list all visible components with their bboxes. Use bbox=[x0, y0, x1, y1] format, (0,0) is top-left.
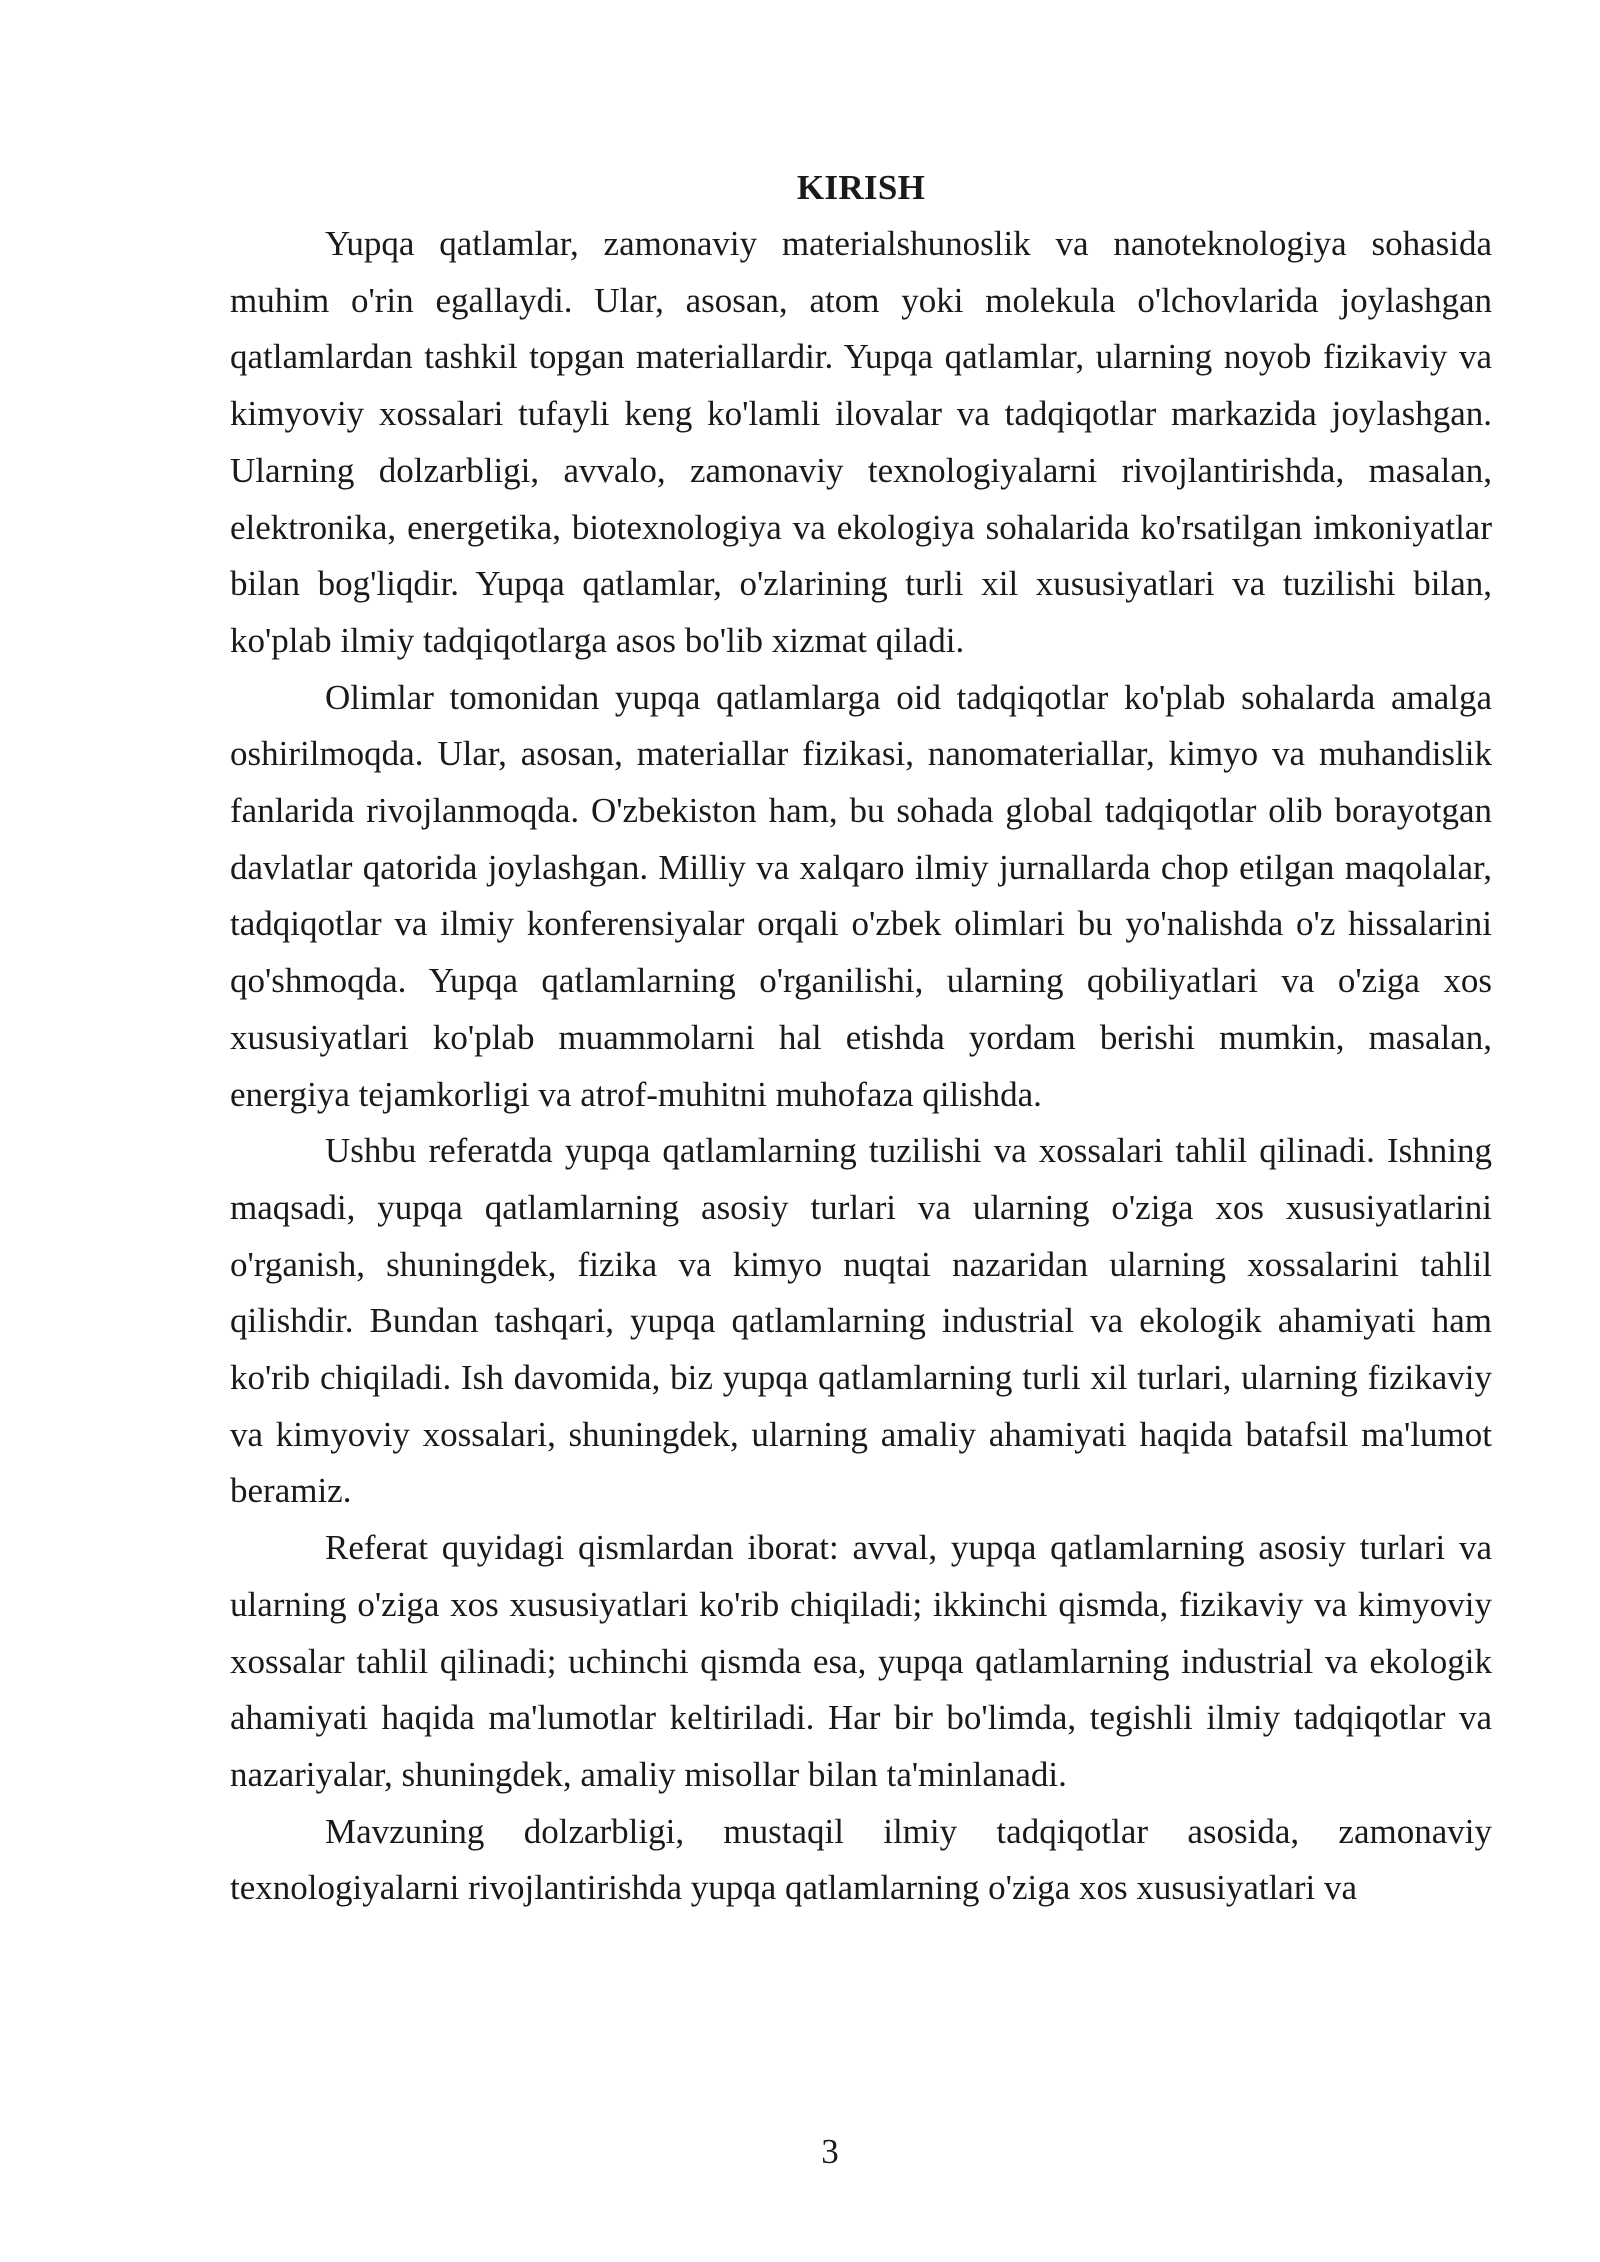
paragraph: Mavzuning dolzarbligi, mustaqil ilmiy tadqiqotlar asosida, zamonaviy texnologiyalarni rivojlantirishda yupqa qatlamlarning o'ziga xos xususiyatlari va bbox=[230, 1811, 1492, 1908]
paragraph: Referat quyidagi qismlardan iborat: avval, yupqa qatlamlarning asosiy turlari va ularning o'ziga xos xususiyatlari ko'rib chiqiladi; ikkinchi qismda, fizikaviy va kimyoviy xossalar tahlil qilinadi; uchinchi qismda esa, yupqa qatlamlarning industrial va ekologik ahamiyati haqida ma'lumotlar keltiriladi. Har bir bo'limda, tegishli ilmiy tadqiqotlar va nazariyalar, shuningdek, amaliy misollar bilan ta'minlanadi. bbox=[230, 1528, 1492, 1794]
paragraph: Yupqa qatlamlar, zamonaviy materialshunoslik va nanoteknologiya sohasida muhim o'rin egallaydi. Ular, asosan, atom yoki molekula o'lchovlarida joylashgan qatlamlardan tashkil topgan materiallardir. Yupqa qatlamlar, ularning noyob fizikaviy va kimyoviy xossalari tufayli keng ko'lamli ilovalar va tadqiqotlar markazida joylashgan. Ularning dolzarbligi, avvalo, zamonaviy texnologiyalarni rivojlantirishda, masalan, elektronika, energetika, biotexnologiya va ekologiya sohalarida ko'rsatilgan imkoniyatlar bilan bog'liqdir. Yupqa qatlamlar, o'zlarining turli xil xususiyatlari va tuzilishi bilan, ko'plab ilmiy tadqiqotlarga asos bo'lib xizmat qiladi. bbox=[230, 224, 1492, 660]
page-number: 3 bbox=[821, 2132, 839, 2171]
paragraph: Ushbu referatda yupqa qatlamlarning tuzilishi va xossalari tahlil qilinadi. Ishning maqsadi, yupqa qatlamlarning asosiy turlari va ularning o'ziga xos xususiyatlarini o'rganish, shuningdek, fizika va kimyo nuqtai nazaridan ularning xossalarini tahlil qilishdir. Bundan tashqari, yupqa qatlamlarning industrial va ekologik ahamiyati ham ko'rib chiqiladi. Ish davomida, biz yupqa qatlamlarning turli xil turlari, ularning fizikaviy va kimyoviy xossalari, shuningdek, ularning amaliy ahamiyati haqida batafsil ma'lumot beramiz. bbox=[230, 1131, 1492, 1511]
paragraph: Olimlar tomonidan yupqa qatlamlarga oid tadqiqotlar ko'plab sohalarda amalga oshirilmoqda. Ular, asosan, materiallar fizikasi, nanomateriallar, kimyo va muhandislik fanlarida rivojlanmoqda. O'zbekiston ham, bu sohada global tadqiqotlar olib borayotgan davlatlar qatorida joylashgan. Milliy va xalqaro ilmiy jurnallarda chop etilgan maqolalar, tadqiqotlar va ilmiy konferensiyalar orqali o'zbek olimlari bu yo'nalishda o'z hissalarini qo'shmoqda. Yupqa qatlamlarning o'rganilishi, ularning qobiliyatlari va o'ziga xos xususiyatlari ko'plab muammolarni hal etishda yordam berishi mumkin, masalan, energiya tejamkorligi va atrof-muhitni muhofaza qilishda. bbox=[230, 677, 1492, 1114]
section-heading: KIRISH bbox=[796, 168, 926, 207]
page-content bbox=[230, 160, 1492, 1917]
